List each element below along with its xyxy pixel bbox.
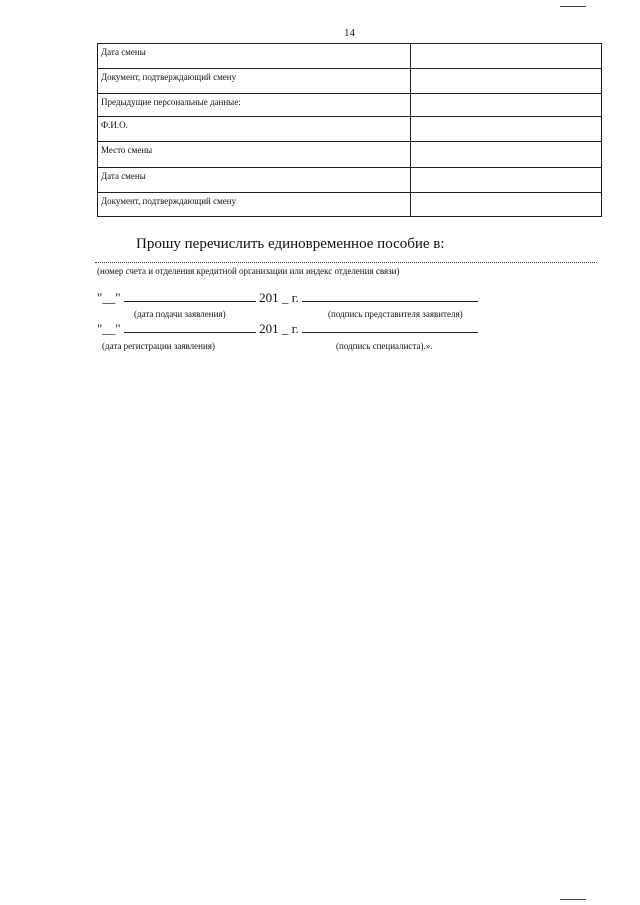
row-label: Место смены — [101, 145, 153, 155]
row-label-cell — [98, 193, 411, 217]
page-number: 14 — [344, 27, 355, 39]
row-value-cell — [411, 117, 602, 142]
row-label-cell — [98, 168, 411, 193]
year-field: 201 _ г. — [259, 321, 299, 336]
row-value-cell — [411, 44, 602, 69]
table-row — [98, 44, 602, 69]
table-row — [98, 69, 602, 94]
row-label-cell — [98, 117, 411, 142]
account-number-line — [95, 262, 597, 263]
applicant-signature-row — [97, 289, 478, 306]
row-label-cell — [98, 94, 411, 117]
row-value-cell — [411, 69, 602, 94]
row-value-cell — [411, 94, 602, 117]
row-value-cell — [411, 193, 602, 217]
table-row — [98, 94, 602, 117]
row-label: Дата смены — [101, 171, 146, 181]
row-label-cell — [98, 69, 411, 94]
specialist-signature-line — [302, 320, 478, 333]
personal-data-table — [97, 43, 602, 217]
applicant-signature-caption: (подпись представителя заявителя) — [328, 309, 463, 319]
row-label-cell — [98, 142, 411, 168]
row-label: Дата смены — [101, 47, 146, 57]
applicant-signature-line — [302, 289, 478, 302]
table-row — [98, 117, 602, 142]
row-label: Предыдущие персональные данные: — [101, 97, 241, 107]
date-month-line — [124, 320, 256, 333]
registration-date-caption: (дата регистрации заявления) — [102, 341, 215, 351]
date-day-field: "__" — [97, 321, 121, 336]
row-value-cell — [411, 168, 602, 193]
year-field: 201 _ г. — [259, 290, 299, 305]
scan-artifact — [560, 6, 586, 7]
row-label: Ф.И.О. — [101, 120, 128, 130]
date-month-line — [124, 289, 256, 302]
payment-request-text: Прошу перечислить единовременное пособие в: — [136, 236, 445, 252]
account-caption: (номер счета и отделения кредитной организации или индекс отделения связи) — [97, 266, 400, 276]
row-value-cell — [411, 142, 602, 168]
specialist-signature-row — [97, 320, 478, 337]
table-row — [98, 168, 602, 193]
date-day-field: "__" — [97, 290, 121, 305]
row-label: Документ, подтверждающий смену — [101, 196, 237, 206]
scan-artifact — [560, 899, 586, 900]
row-label-cell — [98, 44, 411, 69]
table-row — [98, 193, 602, 217]
row-label: Документ, подтверждающий смену — [101, 72, 237, 82]
submission-date-caption: (дата подачи заявления) — [134, 309, 226, 319]
specialist-signature-caption: (подпись специалиста).». — [336, 341, 433, 351]
table-row — [98, 142, 602, 168]
